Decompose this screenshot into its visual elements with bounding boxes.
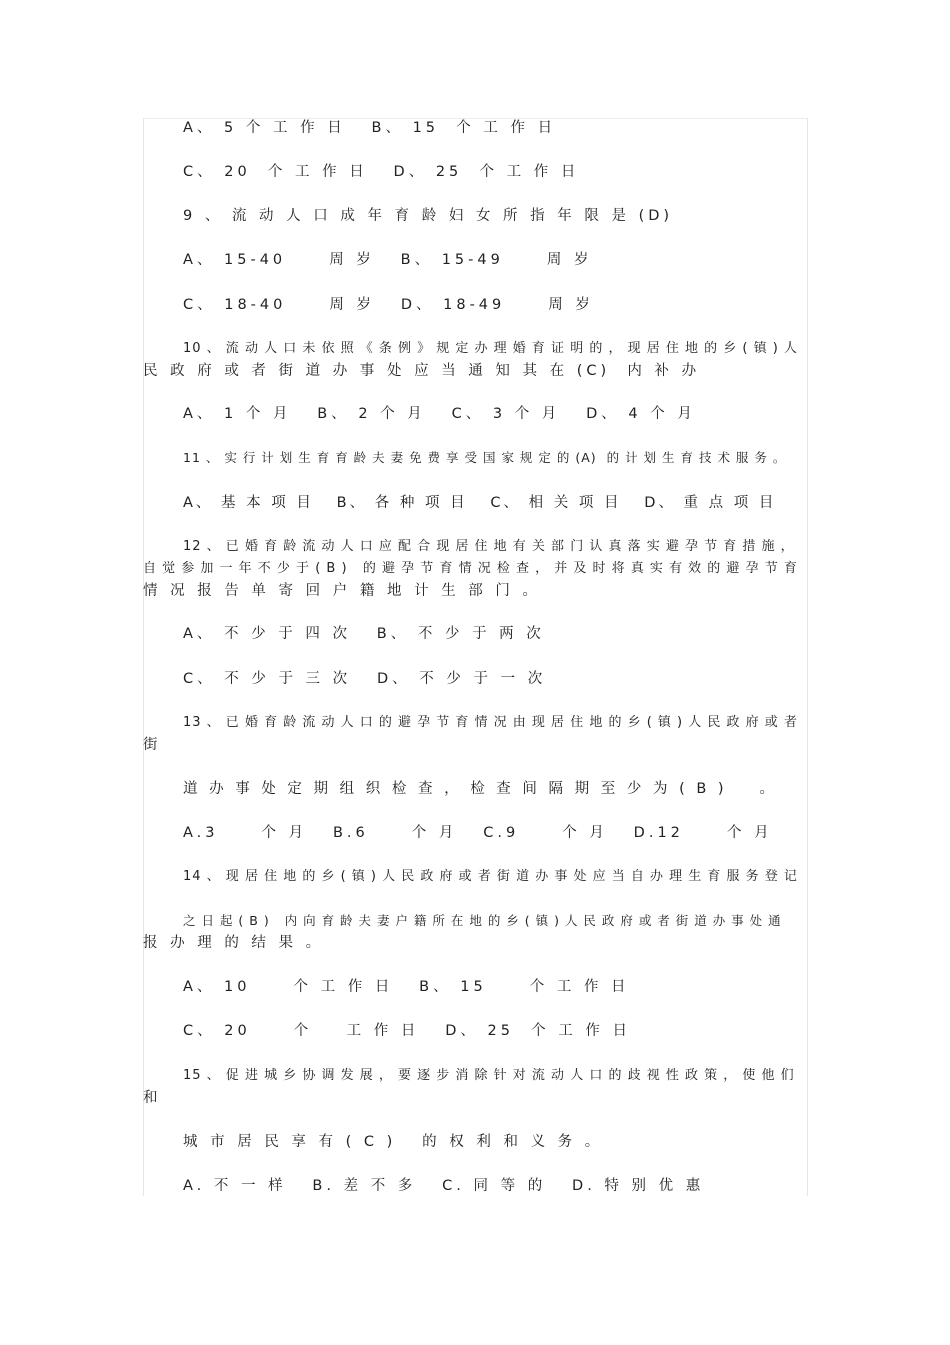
options-q14-cd: C、 20 个 工 作 日 D、 25 个 工 作 日 bbox=[183, 1023, 631, 1039]
options-q14-ab: A、 10 个 工 作 日 B、 15 个 工 作 日 bbox=[183, 979, 630, 995]
options-q12-cd: C、 不 少 于 三 次 D、 不 少 于 一 次 bbox=[183, 671, 547, 687]
question-13-line2: 街 bbox=[143, 737, 162, 753]
question-10-line1: 10 、 流 动 人 口 未 依 照 《 条 例 》 规 定 办 理 婚 育 证 明 的 ， 现 居 住 地 的 乡 ( 镇 ) 人 bbox=[183, 341, 798, 356]
question-13-line1: 13 、 已 婚 育 龄 流 动 人 口 的 避 孕 节 育 情 况 由 现 居 住 地 的 乡 ( 镇 ) 人 民 政 府 或 者 bbox=[183, 715, 798, 730]
question-15-line2: 和 bbox=[143, 1090, 162, 1106]
options-q15: A. 不 一 样 B. 差 不 多 C. 同 等 的 D. 特 别 优 惠 bbox=[183, 1178, 705, 1194]
question-9: 9 、 流 动 人 口 成 年 育 龄 妇 女 所 指 年 限 是 (D) bbox=[183, 208, 674, 224]
question-14-line2: 之 日 起 ( B ) 内 向 育 龄 夫 妻 户 籍 所 在 地 的 乡 ( 镇 ) 人 民 政 府 或 者 街 道 办 事 处 通 bbox=[183, 913, 782, 928]
question-15-line3: 城 市 居 民 享 有 ( C ) 的 权 利 和 义 务 。 bbox=[183, 1134, 604, 1150]
options-q13: A.3 个 月 B.6 个 月 C.9 个 月 D.12 个 月 bbox=[183, 825, 773, 841]
options-q9-ab: A、 15-40 周 岁 B、 15-49 周 岁 bbox=[183, 252, 593, 268]
question-12-line1: 12 、 已 婚 育 龄 流 动 人 口 应 配 合 现 居 住 地 有 关 部 门 认 真 落 实 避 孕 节 育 措 施 ， bbox=[183, 539, 795, 554]
question-15-line1: 15 、 促 进 城 乡 协 调 发 展 ， 要 逐 步 消 除 针 对 流 动 人 口 的 歧 视 性 政 策 ， 使 他 们 bbox=[183, 1068, 795, 1083]
options-q10: A、 1 个 月 B、 2 个 月 C、 3 个 月 D、 4 个 月 bbox=[183, 406, 696, 422]
question-10-line2: 民 政 府 或 者 街 道 办 事 处 应 当 通 知 其 在 (C) 内 补 办 bbox=[143, 363, 701, 379]
question-13-line3: 道 办 事 处 定 期 组 织 检 查 ， 检 查 间 隔 期 至 少 为 ( B ) 。 bbox=[183, 781, 778, 797]
question-14-line1: 14 、 现 居 住 地 的 乡 ( 镇 ) 人 民 政 府 或 者 街 道 办 事 处 应 当 自 办 理 生 育 服 务 登 记 bbox=[183, 869, 798, 884]
question-14-line3: 报 办 理 的 结 果 。 bbox=[143, 935, 325, 951]
question-12-line2: 自 觉 参 加 一 年 不 少 于 ( B ) 的 避 孕 节 育 情 况 检 查 ， 并 及 时 将 真 实 有 效 的 避 孕 节 育 bbox=[143, 561, 798, 576]
options-q12-ab: A、 不 少 于 四 次 B、 不 少 于 两 次 bbox=[183, 626, 545, 642]
options-q9-cd: C、 18-40 周 岁 D、 18-49 周 岁 bbox=[183, 297, 594, 313]
question-11: 11 、 实 行 计 划 生 育 育 龄 夫 妻 免 费 享 受 国 家 规 定 的 (A) 的 计 划 生 育 技 术 服 务 。 bbox=[183, 450, 787, 465]
options-q11: A、 基 本 项 目 B、 各 种 项 目 C、 相 关 项 目 D、 重 点 项 目 bbox=[183, 495, 777, 511]
options-q8-cd: C、 20 个 工 作 日 D、 25 个 工 作 日 bbox=[183, 164, 580, 180]
options-q8-ab: A、 5 个 工 作 日 B、 15 个 工 作 日 bbox=[183, 120, 557, 136]
question-12-line3: 情 况 报 告 单 寄 回 户 籍 地 计 生 部 门 。 bbox=[143, 583, 542, 599]
